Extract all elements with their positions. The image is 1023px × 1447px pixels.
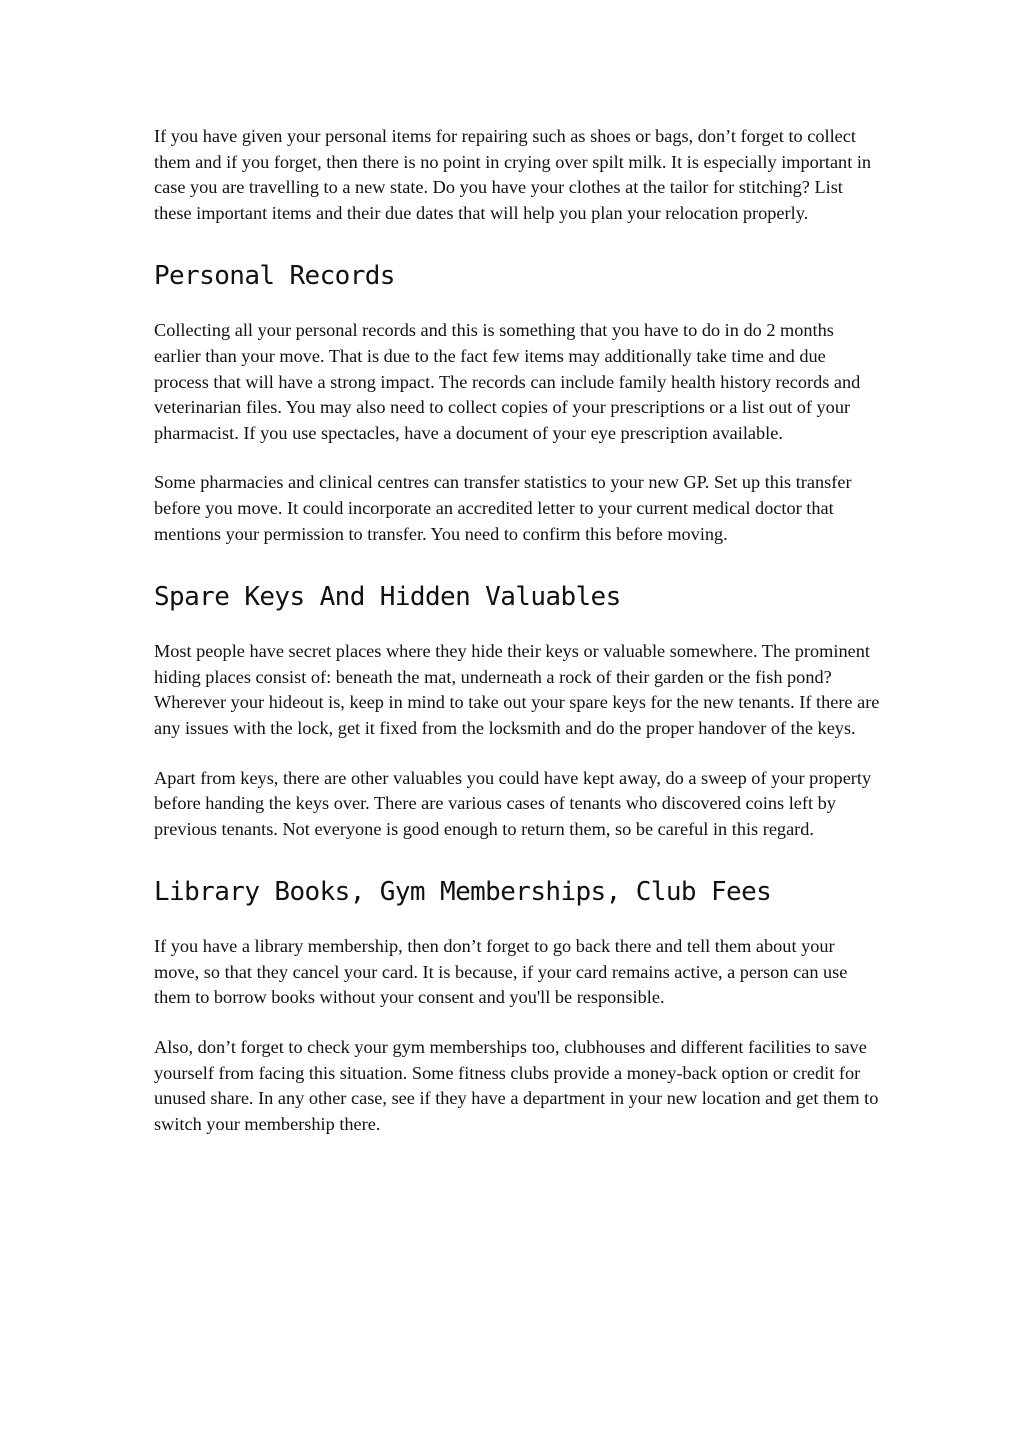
- section-heading-personal-records: Personal Records: [154, 261, 395, 292]
- library-gym-club-paragraph-2: Also, don’t forget to check your gym memberships too, clubhouses and different facilities to save yourself from facing this situation. Some fitness clubs provide a money-back option or credit for unused share. In any other case, see if they have a department in your new location and get them to switch your membership there.: [154, 1037, 879, 1134]
- section-heading-library-gym-club: Library Books, Gym Memberships, Club Fees: [154, 877, 772, 908]
- section-heading-spare-keys: Spare Keys And Hidden Valuables: [154, 582, 621, 613]
- personal-records-paragraph-1: Collecting all your personal records and this is something that you have to do in do 2 months earlier than your move. That is due to the fact few items may additionally take time and due process that will have a strong impact. The records can include family health history records and veterinarian files. You may also need to collect copies of your prescriptions or a list out of your pharmacist. If you use spectacles, have a document of your eye prescription available.: [154, 320, 861, 443]
- library-gym-club-paragraph-1: If you have a library membership, then don’t forget to go back there and tell them about your move, so that they cancel your card. It is because, if your card remains active, a person can use them to borrow books without your consent and you'll be responsible.: [154, 936, 848, 1008]
- document-page: [154, 124, 884, 1137]
- spare-keys-paragraph-2: Apart from keys, there are other valuables you could have kept away, do a sweep of your property before handing the keys over. There are various cases of tenants who discovered coins left by previous tenants. Not everyone is good enough to return them, so be careful in this regard.: [154, 767, 872, 839]
- intro-paragraph: If you have given your personal items for repairing such as shoes or bags, don’t forget to collect them and if you forget, then there is no point in crying over spilt milk. It is especially important in case you are travelling to a new state. Do you have your clothes at the tailor for stitching? List these important items and their due dates that will help you plan your relocation properly.: [154, 126, 872, 223]
- spare-keys-paragraph-1: Most people have secret places where they hide their keys or valuable somewhere. The prominent hiding places consist of: beneath the mat, underneath a rock of their garden or the fish pond? Wherever your hideout is, keep in mind to take out your spare keys for the new tenants. If there are any issues with the lock, get it fixed from the locksmith and do the proper handover of the keys.: [154, 641, 880, 738]
- personal-records-paragraph-2: Some pharmacies and clinical centres can transfer statistics to your new GP. Set up this transfer before you move. It could incorporate an accredited letter to your current medical doctor that mentions your permission to transfer. You need to confirm this before moving.: [154, 472, 852, 544]
